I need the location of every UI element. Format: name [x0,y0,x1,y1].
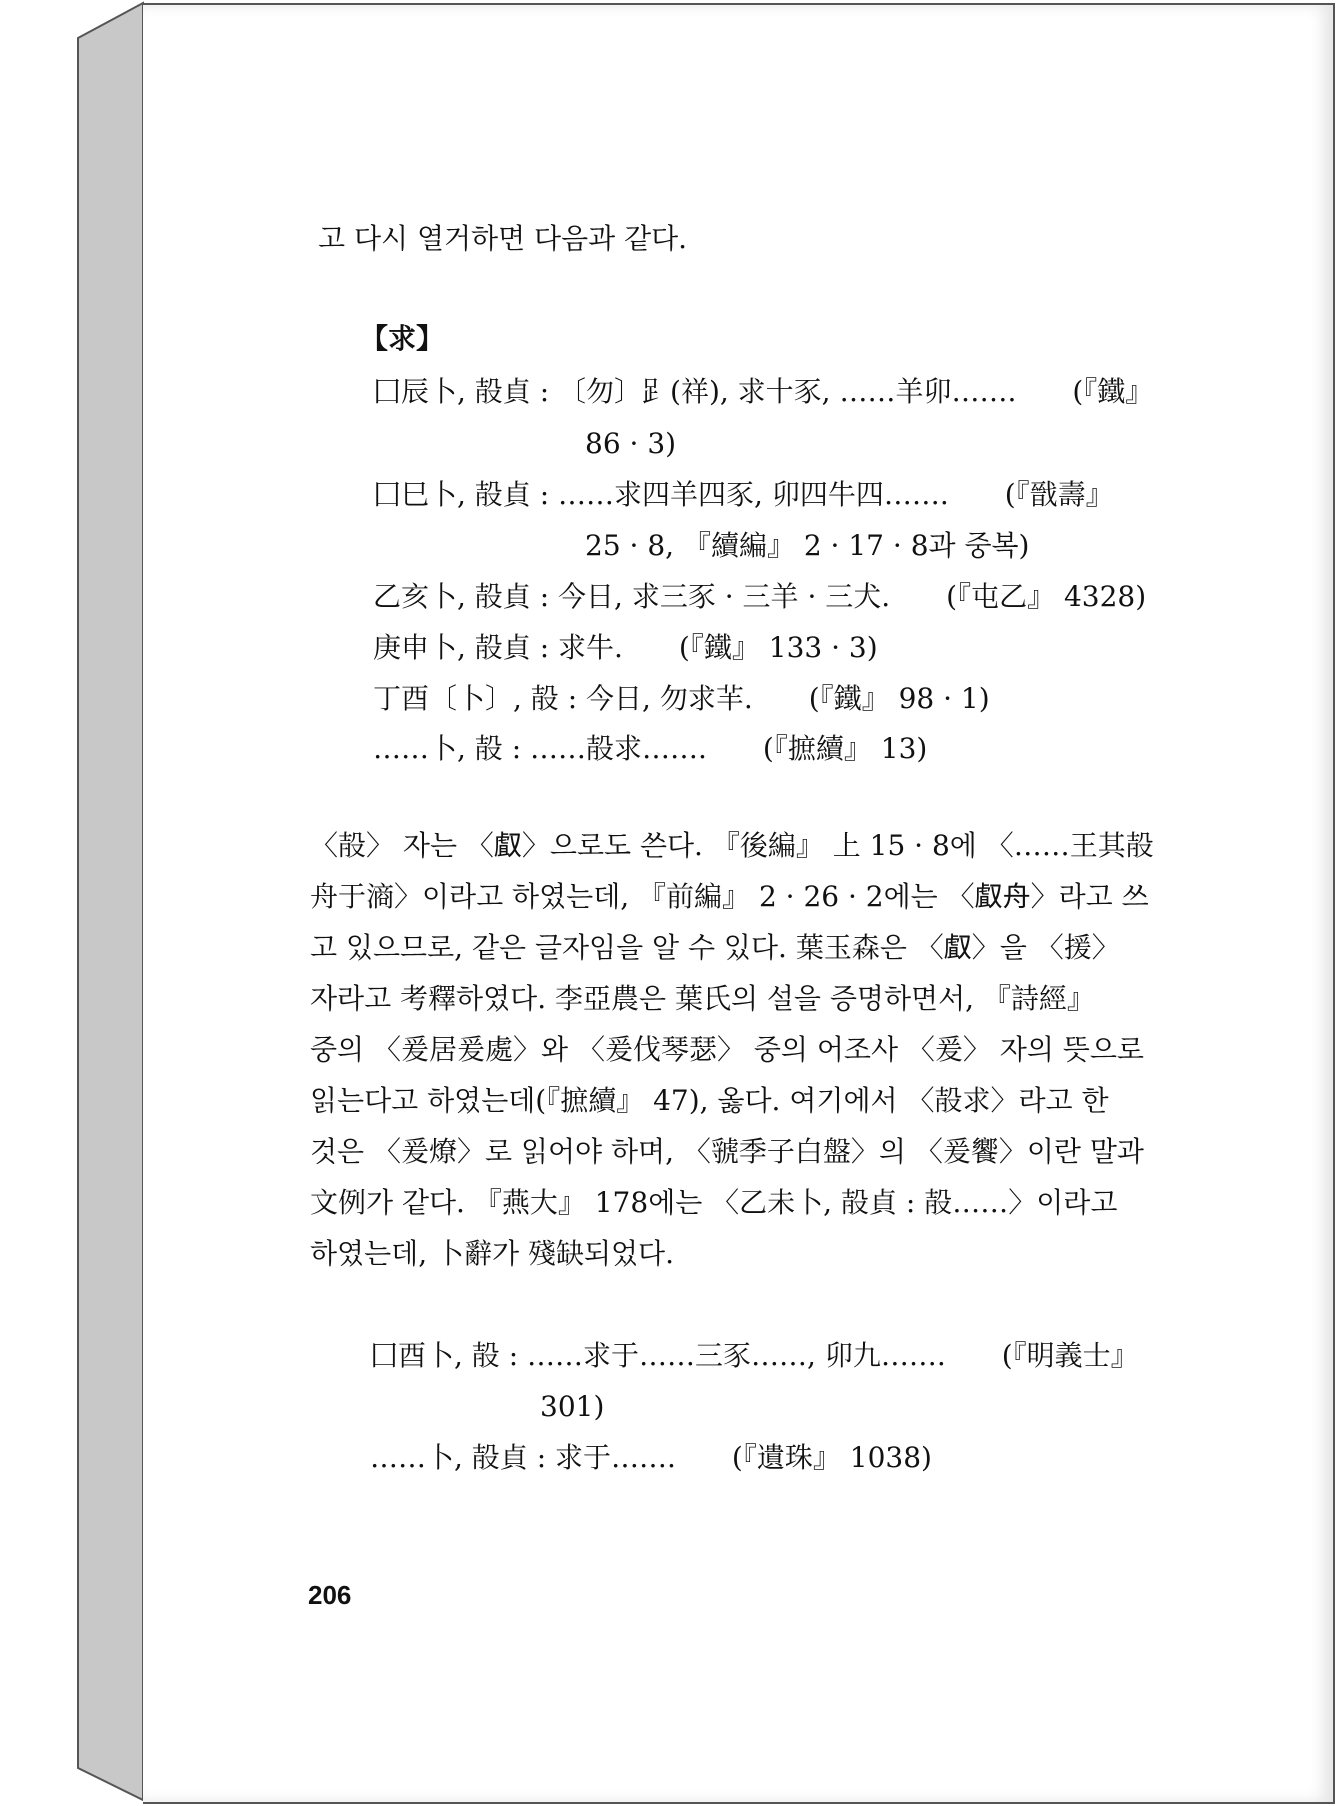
inscription-line: 囗巳卜, 㱿貞 : ……求四羊四豕, 卯四牛四……. (『戩壽』 [373,478,1114,511]
intro-line: 고 다시 열거하면 다음과 같다. [318,222,688,255]
inscription-line: ……卜, 㱿貞 : 求于……. (『遺珠』 1038) [370,1441,932,1474]
paragraph-line: 舟于滳〉이라고 하였는데, 『前編』 2 · 26 · 2에는 〈𠭯舟〉라고 쓰 [310,880,1149,913]
inscription-line: 丁酉〔卜〕, 㱿 : 今日, 勿求𦍋. (『鐵』 98 · 1) [373,682,990,715]
section-heading: 【求】 [360,322,445,355]
inscription-line: 囗辰卜, 㱿貞 : 〔勿〕𧾷(祥), 求十豕, ……羊卯……. (『鐵』 [373,375,1154,408]
inscription-line: 86 · 3) [585,427,677,460]
inscription-line: 囗酉卜, 㱿 : ……求于……三豕……, 卯九……. (『明義士』 [370,1339,1139,1372]
paragraph-line: 하였는데, 卜辭가 殘缺되었다. [310,1237,674,1270]
inscription-line: 庚申卜, 㱿貞 : 求牛. (『鐵』 133 · 3) [373,631,878,664]
paragraph-line: 중의 〈爰居爰處〉와 〈爰伐琴瑟〉 중의 어조사 〈爰〉 자의 뜻으로 [310,1033,1144,1066]
inscription-line: 乙亥卜, 㱿貞 : 今日, 求三豕 · 三羊 · 三犬. (『屯乙』 4328) [373,580,1147,613]
paragraph-line: 고 있으므로, 같은 글자임을 알 수 있다. 葉玉森은 〈𠭯〉을 〈援〉 [310,931,1120,964]
paragraph-line: 읽는다고 하였는데(『摭續』 47), 옳다. 여기에서 〈㱿求〉라고 한 [310,1084,1109,1117]
paragraph-line: 것은 〈爰燎〉로 읽어야 하며, 〈虢季子白盤〉의 〈爰饗〉이란 말과 [310,1135,1144,1168]
paragraph-line: 文例가 같다. 『燕大』 178에는 〈乙未卜, 㱿貞 : 㱿……〉이라고 [310,1186,1118,1219]
paragraph-line: 〈㱿〉 자는 〈𠭯〉으로도 쓴다. 『後編』 上 15 · 8에 〈……王其㱿 [310,829,1154,862]
inscription-line: ……卜, 㱿 : ……㱿求……. (『摭續』 13) [373,732,928,765]
paragraph-line: 자라고 考釋하였다. 李亞農은 葉氏의 설을 증명하면서, 『詩經』 [310,982,1095,1015]
inscription-line: 25 · 8, 『續編』 2 · 17 · 8과 중복) [585,529,1030,562]
page-number: 206 [308,1580,352,1610]
inscription-line: 301) [540,1390,605,1423]
